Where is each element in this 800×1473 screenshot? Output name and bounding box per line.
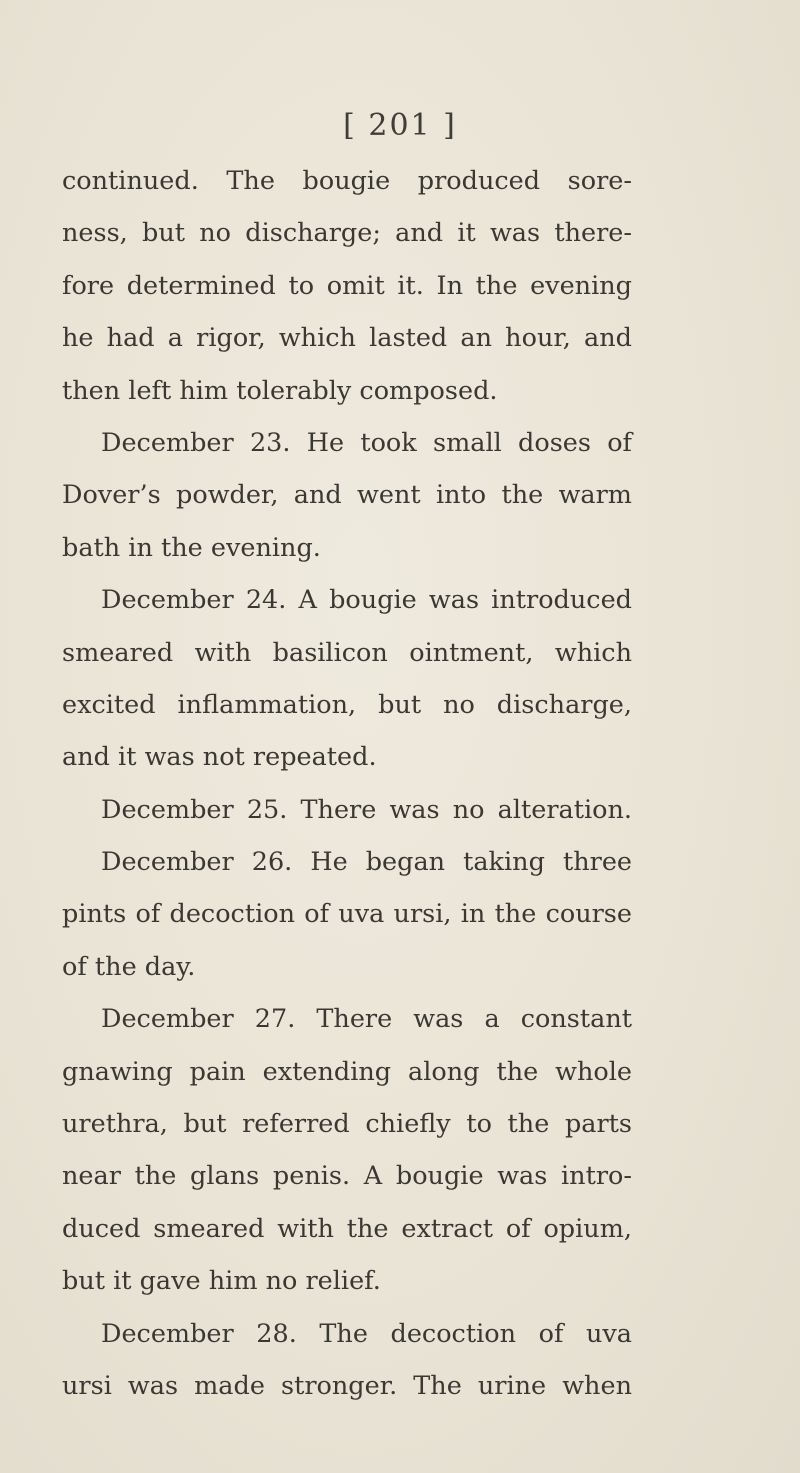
text-line: Dover’s powder, and went into the warm — [62, 480, 632, 511]
text-line: near the glans penis. A bougie was intro- — [62, 1161, 632, 1192]
text-line: December 24. A bougie was introduced — [101, 585, 632, 616]
text-line: December 26. He began taking three — [101, 847, 632, 878]
text-line: smeared with basilicon ointment, which — [62, 637, 632, 668]
text-line: bath in the evening. — [62, 532, 321, 563]
text-line: of the day. — [62, 951, 196, 982]
text-line: December 27. There was a constant — [101, 1004, 632, 1035]
text-line: pints of decoction of uva ursi, in the course — [62, 899, 632, 930]
text-line: urethra, but referred chiefly to the parts — [62, 1109, 632, 1140]
text-line: duced smeared with the extract of opium, — [62, 1213, 632, 1244]
text-line: then left him tolerably composed. — [62, 375, 498, 406]
text-line: fore determined to omit it. In the evening — [62, 270, 632, 301]
body-text — [62, 155, 632, 1412]
text-line: December 28. The decoction of uva — [101, 1318, 632, 1349]
text-line: ness, but no discharge; and it was there- — [62, 218, 632, 249]
text-line: excited inflammation, but no discharge, — [62, 689, 632, 720]
text-line: but it gave him no relief. — [62, 1266, 381, 1297]
text-line: ursi was made stronger. The urine when — [62, 1370, 632, 1401]
text-line: December 25. There was no alteration. — [101, 794, 632, 825]
text-line: and it was not repeated. — [62, 742, 377, 773]
text-line: continued. The bougie produced sore- — [62, 166, 632, 196]
text-line: December 23. He took small doses of — [101, 427, 632, 458]
text-line: gnawing pain extending along the whole — [62, 1056, 632, 1087]
text-line: he had a rigor, which lasted an hour, and — [62, 323, 632, 354]
page-number: [ 201 ] — [343, 108, 457, 143]
